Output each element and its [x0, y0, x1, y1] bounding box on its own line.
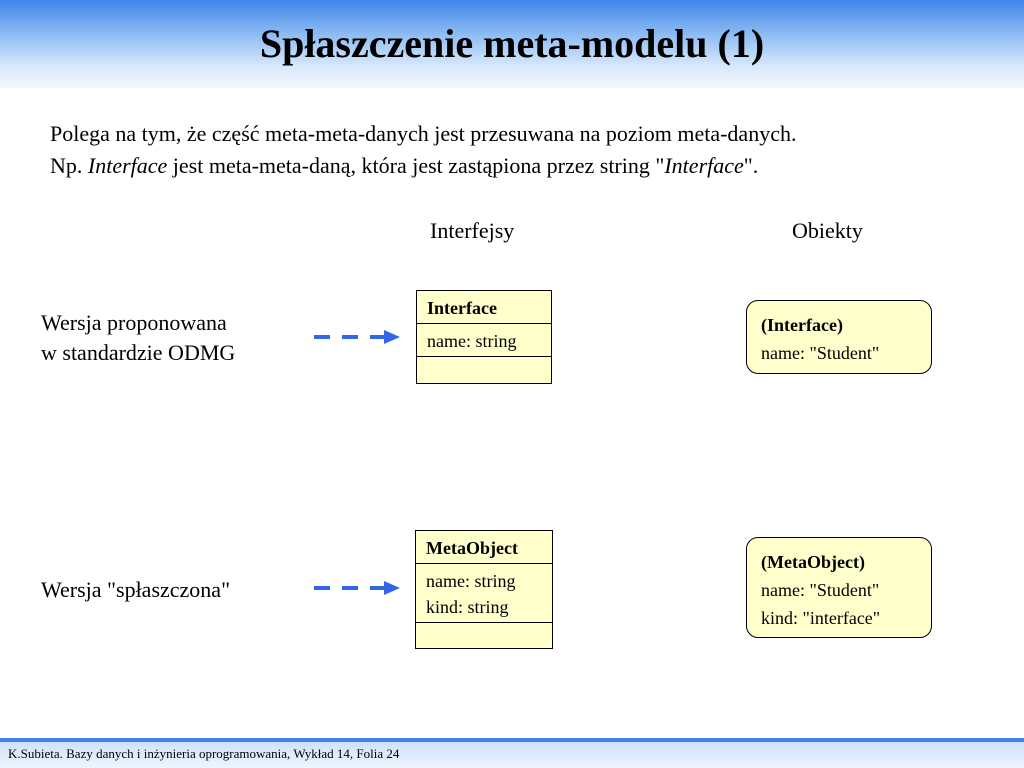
row-label-flattened — [41, 575, 230, 605]
class-operations — [417, 357, 551, 363]
object-value: name: "Student" — [761, 343, 880, 363]
column-heading-objects: Obiekty — [792, 218, 863, 243]
class-attributes — [417, 324, 551, 357]
dashed-right-arrow-icon — [312, 327, 402, 347]
intro-text — [50, 118, 1020, 182]
class-operations — [416, 623, 552, 629]
intro-line-1: Polega na tym, że część meta-meta-danych jest przesuwana na poziom meta-danych. — [50, 121, 797, 146]
intro-line-2-middle: jest meta-meta-daną, która jest zastąpiona przez string " — [167, 153, 665, 178]
intro-line-2-emphasis-2: Interface — [664, 153, 744, 178]
footer-text: K.Subieta. Bazy danych i inżynieria oprogramowania, Wykład 14, Folia 24 — [8, 746, 400, 761]
object-value: kind: "interface" — [761, 608, 881, 628]
class-attributes — [416, 564, 552, 623]
slide-title: Spłaszczenie meta-modelu (1) — [259, 21, 765, 66]
class-attribute: name: string — [427, 331, 517, 351]
class-box-metaobject — [415, 530, 553, 649]
object-box-interface — [746, 300, 932, 374]
column-heading-interfaces: Interfejsy — [430, 218, 515, 243]
object-value: name: "Student" — [761, 580, 880, 600]
row-label-odmg-line-1: Wersja proponowana — [41, 310, 227, 335]
class-attribute: kind: string — [426, 597, 509, 617]
intro-line-2-prefix: Np. — [50, 153, 88, 178]
intro-line-2-emphasis-1: Interface — [87, 153, 168, 178]
intro-line-2-suffix: ". — [743, 153, 759, 178]
class-name: MetaObject — [416, 531, 552, 564]
class-box-interface — [416, 290, 552, 384]
class-name: Interface — [417, 291, 551, 324]
object-name: (Interface) — [761, 315, 843, 335]
class-attribute: name: string — [426, 571, 516, 591]
object-box-metaobject — [746, 537, 932, 638]
row-label-odmg-line-2: w standardzie ODMG — [41, 340, 236, 365]
dashed-right-arrow-icon — [312, 578, 402, 598]
intro-line-2 — [50, 150, 1020, 182]
row-label-flattened-line-1: Wersja "spłaszczona" — [41, 577, 231, 602]
object-name: (MetaObject) — [761, 552, 865, 572]
row-label-odmg — [41, 308, 235, 368]
